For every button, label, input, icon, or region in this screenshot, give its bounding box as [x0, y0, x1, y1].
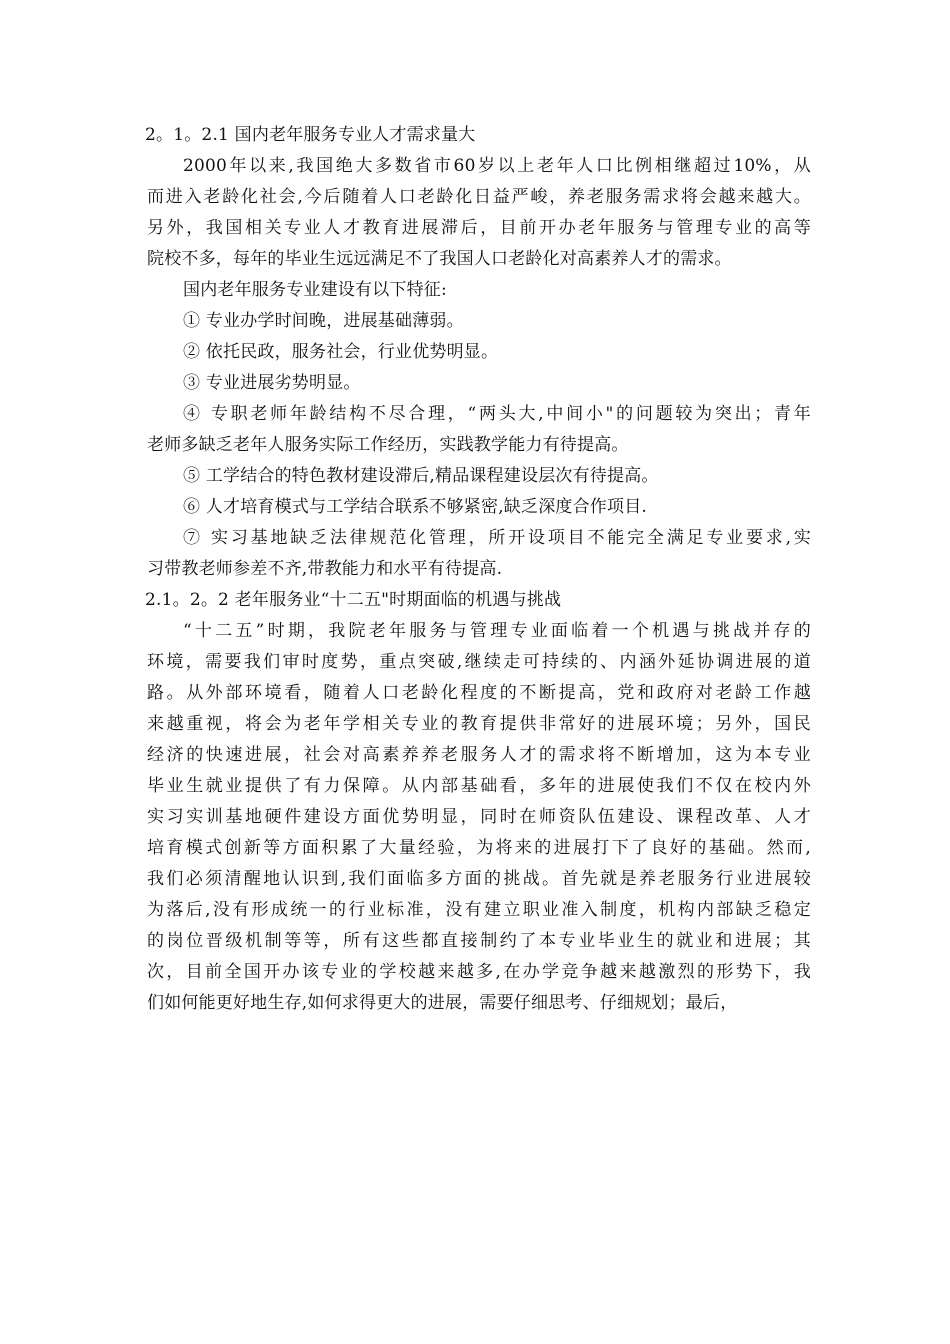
document-page [147, 120, 811, 1019]
paragraph-line: 们如何能更好地生存,如何求得更大的进展，需要仔细思考、仔细规划；最后， [147, 993, 738, 1013]
paragraph-line: 培育模式创新等方面积累了大量经验，为将来的进展打下了良好的基础。然而, [147, 838, 811, 858]
list-item: ⑤ 工学结合的特色教材建设滞后,精品课程建设层次有待提高。 [183, 466, 659, 486]
paragraph-line: 路。从外部环境看，随着人口老龄化程度的不断提高，党和政府对老龄工作越 [147, 683, 811, 703]
list-item: ① 专业办学时间晚，进展基础薄弱。 [183, 311, 464, 331]
list-item: ⑥ 人才培育模式与工学结合联系不够紧密,缺乏深度合作项目. [183, 497, 648, 517]
paragraph-line: 来越重视，将会为老年学相关专业的教育提供非常好的进展环境；另外，国民 [147, 714, 811, 734]
section-heading: 2。1。2.1 国内老年服务专业人才需求量大 [145, 125, 476, 145]
paragraph-line: “十二五”时期，我院老年服务与管理专业面临着一个机遇与挑战并存的 [183, 621, 811, 641]
paragraph-line: 院校不多，每年的毕业生远远满足不了我国人口老龄化对高素养人才的需求。 [147, 249, 732, 269]
paragraph-line: 次，目前全国开办该专业的学校越来越多,在办学竞争越来越激烈的形势下，我 [147, 962, 811, 982]
paragraph-line: 为落后,没有形成统一的行业标准，没有建立职业准入制度，机构内部缺乏稳定 [147, 900, 811, 920]
paragraph-line: 毕业生就业提供了有力保障。从内部基础看，多年的进展使我们不仅在校内外 [147, 776, 811, 796]
list-item: ② 依托民政，服务社会，行业优势明显。 [183, 342, 499, 362]
paragraph-line: 经济的快速进展，社会对高素养养老服务人才的需求将不断增加，这为本专业 [147, 745, 811, 765]
paragraph-line: 我们必须清醒地认识到,我们面临多方面的挑战。首先就是养老服务行业进展较 [147, 869, 811, 889]
list-item-continuation: 习带教老师参差不齐,带教能力和水平有待提高. [147, 559, 503, 579]
list-intro: 国内老年服务专业建设有以下特征: [183, 280, 447, 300]
paragraph-line: 实习实训基地硬件建设方面优势明显，同时在师资队伍建设、课程改革、人才 [147, 807, 811, 827]
list-item: ③ 专业进展劣势明显。 [183, 373, 361, 393]
list-item-continuation: 老师多缺乏老年人服务实际工作经历，实践教学能力有待提高。 [147, 435, 629, 455]
section-heading: 2.1。2。2 老年服务业“十二五"时期面临的机遇与挑战 [145, 590, 562, 610]
paragraph-line: 环境，需要我们审时度势，重点突破,继续走可持续的、内涵外延协调进展的道 [147, 652, 811, 672]
paragraph-line: 另外，我国相关专业人才教育进展滞后，目前开办老年服务与管理专业的高等 [147, 218, 811, 238]
paragraph-line: 2000年以来,我国绝大多数省市60岁以上老年人口比例相继超过10%，从 [183, 156, 811, 176]
paragraph-line: 的岗位晋级机制等等，所有这些都直接制约了本专业毕业生的就业和进展；其 [147, 931, 811, 951]
paragraph-line: 而进入老龄化社会,今后随着人口老龄化日益严峻，养老服务需求将会越来越大。 [147, 187, 811, 207]
list-item: ⑦ 实习基地缺乏法律规范化管理，所开设项目不能完全满足专业要求,实 [183, 528, 811, 548]
list-item: ④ 专职老师年龄结构不尽合理，“两头大,中间小"的问题较为突出；青年 [183, 404, 811, 424]
